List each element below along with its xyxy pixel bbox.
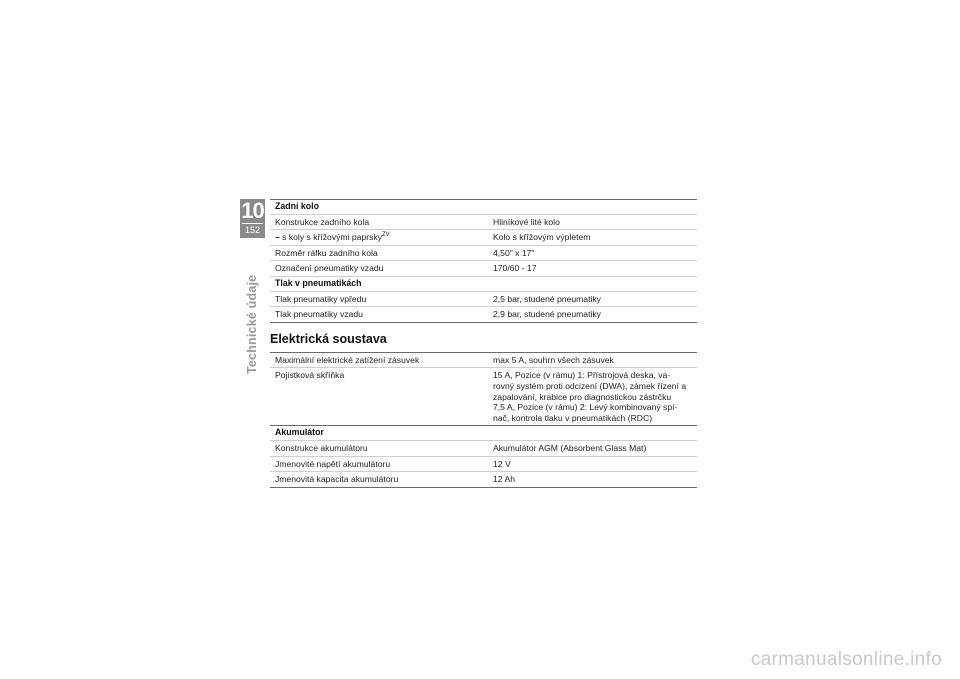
page-number: 152 <box>242 223 263 236</box>
battery-heading: Akumulátor <box>270 426 697 441</box>
row-label: Jmenovité napětí akumulátoru <box>270 456 488 472</box>
row-label: Jmenovitá kapacita akumulátoru <box>270 472 488 488</box>
row-label: Označení pneumatiky vzadu <box>270 261 488 277</box>
row-value: 2,9 bar, studené pneumatiky <box>488 307 697 323</box>
row-label: Maximální elektrické zatížení zásuvek <box>270 353 488 368</box>
row-value: 12 V <box>488 456 697 472</box>
row-value: 170/60 - 17 <box>488 261 697 277</box>
table-row <box>270 456 697 472</box>
value-line: rovný systém proti odcizení (DWA), zámek řízení a <box>493 380 687 391</box>
row-value: 12 Ah <box>488 472 697 488</box>
row-value: max 5 A, souhrn všech zásuvek <box>488 353 697 368</box>
row-value: Akumulátor AGM (Absorbent Glass Mat) <box>488 440 697 456</box>
row-value: 4,50" x 17" <box>488 245 697 261</box>
rear-wheel-heading: Zadní kolo <box>270 200 697 215</box>
electrical-table <box>270 352 697 488</box>
value-line: zapalování, krabice pro diagnostickou zástrčku <box>493 391 672 402</box>
spec-content <box>270 199 697 488</box>
table-row <box>270 291 697 307</box>
chapter-number: 10 <box>241 198 264 223</box>
row-value <box>488 368 697 426</box>
table-row <box>270 368 697 426</box>
dash-marker: – <box>275 232 280 243</box>
table-row <box>270 440 697 456</box>
row-label: Konstrukce zadního kola <box>270 214 488 230</box>
value-line: 15 A, Pozice (v rámu) 1: Přístrojová deska, va- <box>493 370 671 381</box>
row-value: 2,5 bar, studené pneumatiky <box>488 291 697 307</box>
table-row <box>270 214 697 230</box>
optional-equipment-superscript: ZV <box>381 232 390 239</box>
table-row <box>270 307 697 323</box>
row-label <box>270 230 488 246</box>
value-line: 7,5 A, Pozice (v rámu) 2: Levý kombinovaný spí- <box>493 402 678 413</box>
row-label: Tlak pneumatiky vpředu <box>270 291 488 307</box>
row-label: Pojistková skříňka <box>270 368 488 426</box>
tire-pressure-heading: Tlak v pneumatikách <box>270 276 697 291</box>
section-title: Elektrická soustava <box>270 331 387 346</box>
table-row <box>270 245 697 261</box>
rear-wheel-table <box>270 199 697 323</box>
table-row <box>270 230 697 246</box>
table-row <box>270 261 697 277</box>
row-label: Tlak pneumatiky vzadu <box>270 307 488 323</box>
table-row <box>270 472 697 488</box>
table-row <box>270 353 697 368</box>
row-value: Kolo s křížovým výpletem <box>488 230 697 246</box>
chapter-badge <box>240 199 265 238</box>
chapter-title: Technické údaje <box>245 274 259 374</box>
value-line: nač, kontrola tlaku v pneumatikách (RDC) <box>493 412 653 423</box>
row-label: Konstrukce akumulátoru <box>270 440 488 456</box>
watermark: carmanualsonline.info <box>750 649 942 670</box>
row-label-text: s koly s křížovými paprsky <box>282 232 382 243</box>
row-label: Rozměr ráfku zadního kola <box>270 245 488 261</box>
row-value: Hliníkové lité kolo <box>488 214 697 230</box>
